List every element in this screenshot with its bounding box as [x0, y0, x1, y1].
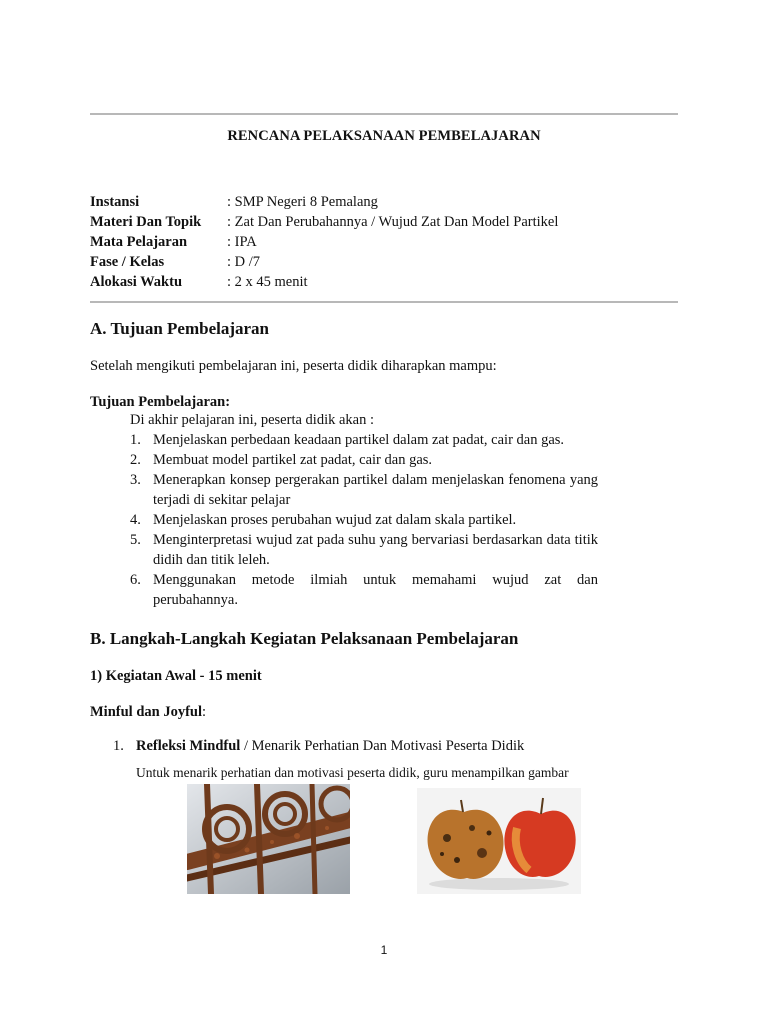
list-number: 2.: [130, 452, 141, 468]
info-value: : Zat Dan Perubahannya / Wujud Zat Dan Model Partikel: [227, 214, 559, 230]
rusty-iron-fence-image: [187, 784, 350, 894]
mindful-line: [90, 704, 206, 721]
info-row: [90, 272, 558, 292]
list-item: [130, 430, 598, 450]
objectives-lead: Di akhir pelajaran ini, peserta didik akan :: [130, 412, 374, 428]
list-text: Menerapkan konsep pergerakan partikel dalam menjelaskan fenomena yang terjadi di sekitar pelajar: [153, 472, 598, 508]
step-title: Refleksi Mindful: [136, 738, 241, 754]
step-number: 1.: [113, 738, 124, 754]
apples-graphic: [417, 788, 581, 894]
list-text: Membuat model partikel zat padat, cair dan gas.: [153, 452, 433, 468]
top-rule: [90, 113, 678, 115]
info-row: [90, 192, 558, 212]
info-row: [90, 212, 558, 232]
rusty-fence-graphic: [187, 784, 350, 894]
list-number: 4.: [130, 512, 141, 528]
list-text: Menginterpretasi wujud zat pada suhu yang bervariasi berdasarkan data titik didih dan titik leleh.: [153, 532, 598, 568]
mindful-colon: :: [202, 704, 207, 720]
info-row: [90, 232, 558, 252]
step-line: [113, 738, 524, 755]
info-label: Materi Dan Topik: [90, 214, 202, 230]
rotten-and-fresh-apple-image: [417, 788, 581, 894]
page-number: 1: [380, 943, 388, 957]
list-item: [130, 530, 598, 570]
document-title: RENCANA PELAKSANAAN PEMBELAJARAN: [227, 128, 541, 144]
section-a-heading: A. Tujuan Pembelajaran: [90, 319, 269, 338]
activity-heading: 1) Kegiatan Awal - 15 menit: [90, 668, 262, 684]
info-value: : 2 x 45 menit: [227, 274, 308, 290]
list-number: 5.: [130, 532, 141, 548]
list-text: Menjelaskan perbedaan keadaan partikel dalam zat padat, cair dan gas.: [153, 432, 565, 448]
list-item: [130, 470, 598, 510]
list-text: Menggunakan metode ilmiah untuk memahami wujud zat dan perubahannya.: [153, 572, 598, 608]
list-item: [130, 450, 598, 470]
objectives-list: [130, 430, 598, 610]
list-item: [130, 570, 598, 610]
info-label: Fase / Kelas: [90, 254, 165, 270]
info-label: Mata Pelajaran: [90, 234, 188, 250]
mindful-label: Minful dan Joyful: [90, 704, 202, 720]
info-value: : SMP Negeri 8 Pemalang: [227, 194, 378, 210]
list-item: [130, 510, 598, 530]
info-divider: [90, 301, 678, 303]
step-subtitle: / Menarik Perhatian Dan Motivasi Peserta Didik: [240, 738, 525, 754]
list-text: Menjelaskan proses perubahan wujud zat dalam skala partikel.: [153, 512, 517, 528]
section-b-heading: B. Langkah-Langkah Kegiatan Pelaksanaan Pembelajaran: [90, 629, 519, 648]
section-a-intro: Setelah mengikuti pembelajaran ini, peserta didik diharapkan mampu:: [90, 358, 497, 374]
info-value: : IPA: [227, 234, 257, 250]
info-table: [90, 192, 558, 292]
info-row: [90, 252, 558, 272]
list-number: 6.: [130, 572, 141, 588]
list-number: 1.: [130, 432, 141, 448]
info-label: Alokasi Waktu: [90, 274, 183, 290]
list-number: 3.: [130, 472, 141, 488]
objectives-subheading: Tujuan Pembelajaran:: [90, 394, 231, 410]
info-value: : D /7: [227, 254, 261, 270]
step-description: Untuk menarik perhatian dan motivasi peserta didik, guru menampilkan gambar: [136, 765, 569, 780]
info-label: Instansi: [90, 194, 140, 210]
